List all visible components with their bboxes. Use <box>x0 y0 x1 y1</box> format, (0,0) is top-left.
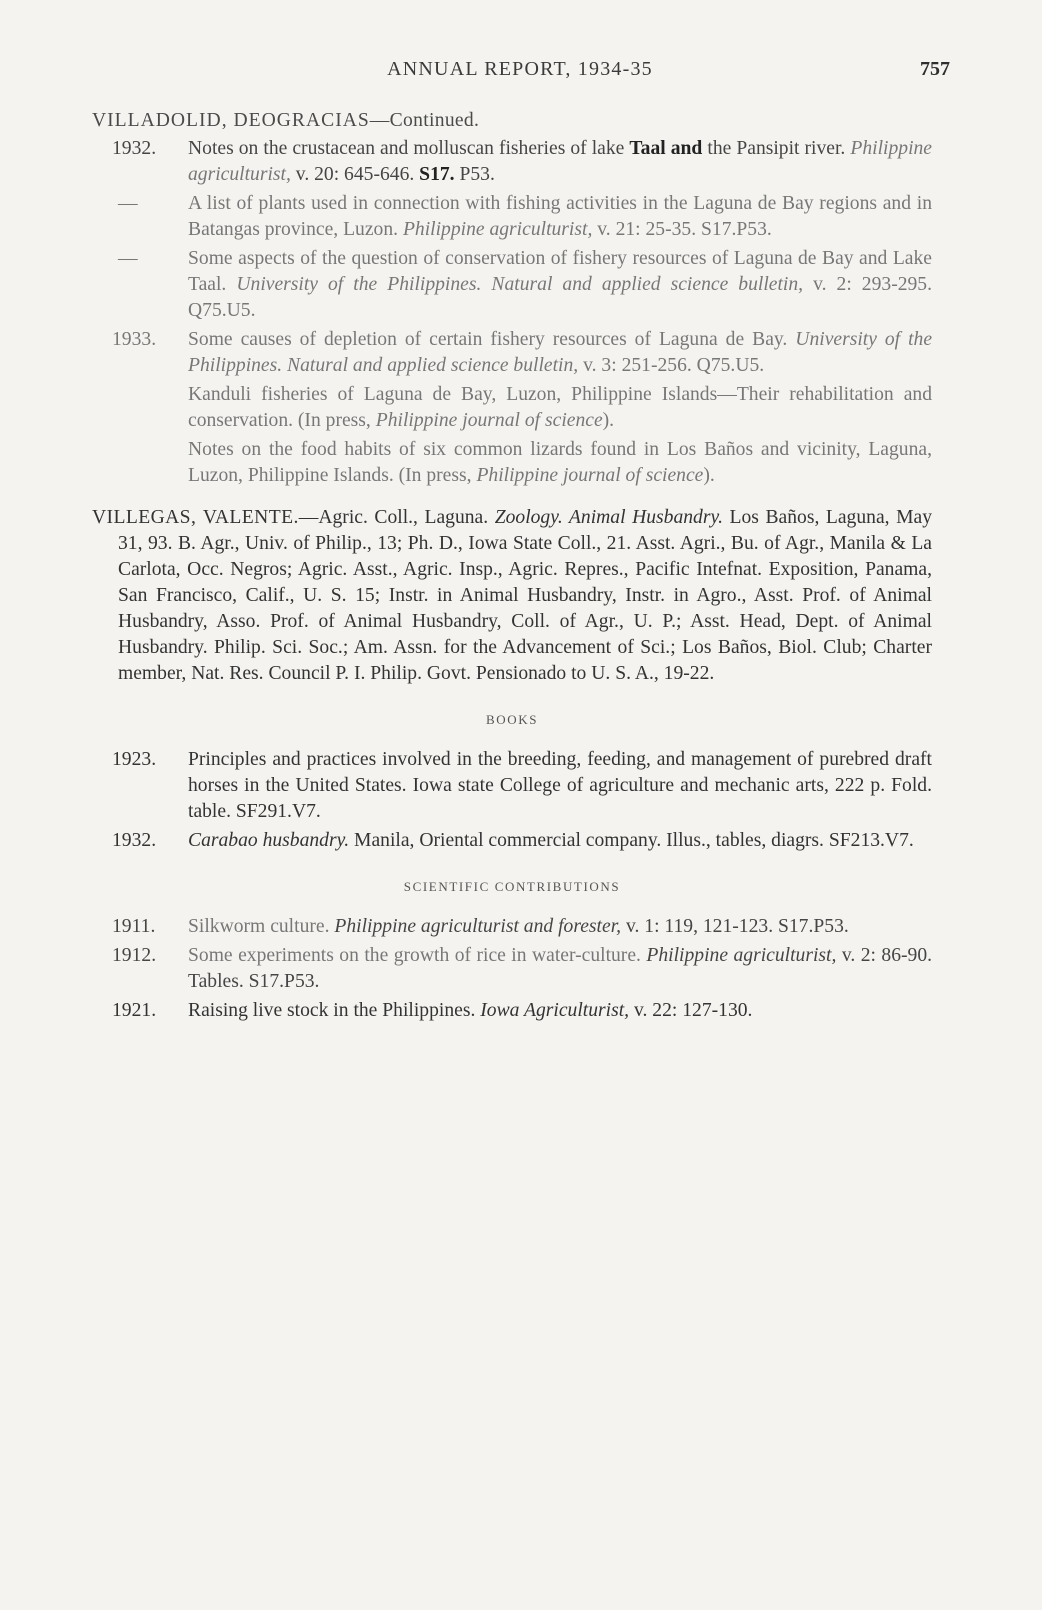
bibliography-entry <box>92 327 932 379</box>
entry-citation: v. 20: 645-646. <box>295 164 415 185</box>
continued-suffix: —Continued. <box>369 110 480 131</box>
entry-journal: Iowa Agriculturist, <box>480 1000 630 1021</box>
entry-text-bold: Taal and <box>629 138 703 159</box>
entry-journal: University of the Philippines. Natural and applied science bulletin, <box>236 274 804 295</box>
entry-citation: ). <box>703 465 715 486</box>
bibliography-entry <box>92 246 932 324</box>
page-body <box>92 108 932 1027</box>
author-fields: Zoology. Animal Husbandry. <box>494 507 723 528</box>
entry-journal: Philippine journal of science <box>375 410 603 431</box>
entry-journal: Philippine agriculturist, <box>402 219 593 240</box>
entry-text: Kanduli fisheries of Laguna de Bay, Luzon, Philippine Islands—Their rehabilitation and conservation. (In press, <box>188 384 932 431</box>
bibliography-entry <box>92 136 932 188</box>
entry-dash: — <box>118 248 138 269</box>
entry-citation: v. 2: 293-295. Q75.U5. <box>188 274 933 321</box>
section-heading-books: BOOKS <box>485 712 539 727</box>
entry-year: 1911. <box>112 916 156 937</box>
page-number: 757 <box>920 58 950 80</box>
entry-text: Some experiments on the growth of rice in water-culture. <box>188 945 641 966</box>
entry-journal: Philippine agriculturist and forester, <box>334 916 622 937</box>
author-name: VILLEGAS, VALENTE. <box>92 507 299 528</box>
entry-text: Some causes of depletion of certain fishery resources of Laguna de Bay. <box>188 329 788 350</box>
entry-year: 1921. <box>112 1000 157 1021</box>
entry-text: Silkworm culture. <box>188 916 330 937</box>
entry-year: 1932. <box>112 830 157 851</box>
entry-journal: University of the Philippines. Natural and applied science bulletin, <box>188 329 933 376</box>
entry-text: Manila, Oriental commercial company. Illus., tables, diagrs. SF213.V7. <box>354 830 914 851</box>
contribution-entry <box>92 943 932 995</box>
entry-year: 1933. <box>112 329 157 350</box>
entry-citation: v. 3: 251-256. Q75.U5. <box>583 355 765 376</box>
entry-year: 1932. <box>112 138 157 159</box>
author-affiliation: —Agric. Coll., Laguna. <box>298 507 489 528</box>
entry-year: 1923. <box>112 749 157 770</box>
entry-citation: v. 21: 25-35. S17.P53. <box>597 219 772 240</box>
entry-text: Some aspects of the question of conservation of fishery resources of Laguna de Bay and Lake Taal. <box>188 248 932 295</box>
entry-title: Carabao husbandry. <box>188 830 350 851</box>
entry-callno: P53. <box>459 164 495 185</box>
entry-text: Notes on the crustacean and molluscan fisheries of lake <box>188 138 625 159</box>
continued-heading <box>92 108 932 134</box>
entry-year: 1912. <box>112 945 157 966</box>
entry-text: A list of plants used in connection with fishing activities in the Laguna de Bay regions and in Batangas province, Luzon. <box>188 193 932 240</box>
bibliography-entry <box>92 437 932 489</box>
book-entry <box>92 828 932 854</box>
running-header <box>90 58 950 88</box>
entry-text-cont: the Pansipit river. <box>707 138 846 159</box>
entry-journal: Philippine agriculturist, <box>188 138 933 185</box>
bibliography-entry <box>92 382 932 434</box>
header-title: ANNUAL REPORT, 1934-35 <box>387 58 653 80</box>
entry-journal: Philippine journal of science <box>476 465 704 486</box>
book-entry <box>92 747 932 825</box>
entry-citation: v. 22: 127-130. <box>633 1000 753 1021</box>
entry-dash: — <box>118 193 138 214</box>
contribution-entry <box>92 914 932 940</box>
entry-text: Notes on the food habits of six common lizards found in Los Baños and vicinity, Laguna, Luzon, Philippine Islands. (In press, <box>188 439 932 486</box>
entry-text: Principles and practices involved in the breeding, feeding, and management of purebred draft horses in the United States. Iowa state College of agriculture and mechanic arts, 222 p. Fold. table. SF291.V7. <box>188 749 932 822</box>
bibliography-entry <box>92 191 932 243</box>
author-bio: Los Baños, Laguna, May 31, 93. B. Agr., Univ. of Philip., 13; Ph. D., Iowa State Coll., 21. Asst. Agri., Bu. of Agr., Manila & La Carlota, Occ. Negros; Agric. Asst., Agric. Insp., Agric. Repres., Pacific Intefnat. Exposition, Panama, San Francisco, Calif., U. S. 15; Instr. in Animal Husbandry, Instr. in Agro., Asst. Prof. of Animal Husbandry, Asso. Prof. of Animal Husbandry, Coll. of Agr., U. P.; Asst. Head, Dept. of Animal Husbandry. Philip. Sci. Soc.; Am. Assn. for the Advancement of Sci.; Los Baños, Biol. Club; Charter member, Nat. Res. Council P. I. Philip. Govt. Pensionado to U. S. A., 19-22. <box>118 507 932 684</box>
entry-citation: v. 2: 86-90. Tables. S17.P53. <box>188 945 933 992</box>
entry-callno-bold: S17. <box>419 164 455 185</box>
biography-entry <box>92 505 932 687</box>
author-name: VILLADOLID, DEOGRACIAS <box>92 110 370 131</box>
entry-citation: ). <box>602 410 615 431</box>
entry-citation: v. 1: 119, 121-123. S17.P53. <box>625 916 849 937</box>
contribution-entry <box>92 998 932 1024</box>
section-heading-contributions: SCIENTIFIC CONTRIBUTIONS <box>403 879 621 894</box>
entry-journal: Philippine agriculturist, <box>646 945 837 966</box>
entry-text: Raising live stock in the Philippines. <box>188 1000 476 1021</box>
